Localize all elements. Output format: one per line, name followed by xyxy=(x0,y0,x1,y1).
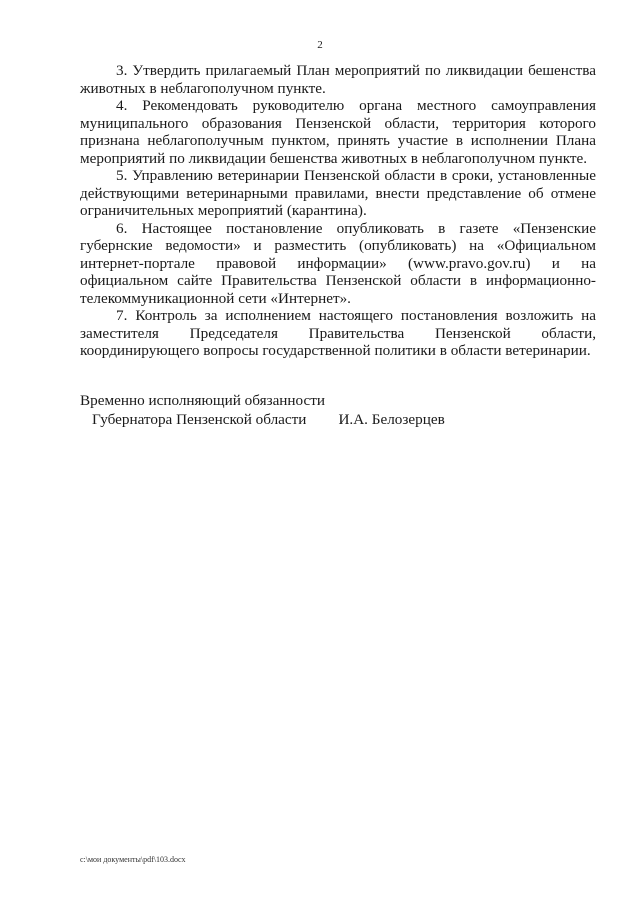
paragraph-5: 5. Управлению ветеринарии Пензенской области в сроки, установленные действующими ветеринарными правилами, внести представление об отмене ограничительных мероприятий (карантина). xyxy=(80,167,596,219)
signature-position-line2-row xyxy=(80,410,500,429)
paragraph-3: 3. Утвердить прилагаемый План мероприятий по ликвидации бешенства животных в неблагополучном пункте. xyxy=(80,62,596,97)
page-number: 2 xyxy=(317,39,323,51)
footer-file-path: c:\мои документы\pdf\103.docx xyxy=(80,855,186,864)
paragraph-6: 6. Настоящее постановление опубликовать в газете «Пензенские губернские ведомости» и разместить (опубликовать) на «Официальном интернет-портале правовой информации» (www.pravo.gov.ru) и на официальном сайте Правительства Пензенской области в информационно-телекоммуникационной сети «Интернет». xyxy=(80,219,596,307)
signature-position-line1: Временно исполняющий обязанности xyxy=(80,392,326,409)
paragraph-7: 7. Контроль за исполнением настоящего постановления возложить на заместителя Председателя Правительства Пензенской области, координирующего вопросы государственной политики в области ветеринарии. xyxy=(80,307,596,359)
paragraph-4: 4. Рекомендовать руководителю органа местного самоуправления муниципального образования Пензенской области, территория которого признана неблагополучным пунктом, принять участие в исполнении Плана мероприятий по ликвидации бешенства животных в неблагополучном пункте. xyxy=(80,97,596,167)
signatory-name: И.А. Белозерцев xyxy=(338,411,445,428)
signature-position-line2: Губернатора Пензенской области xyxy=(92,411,307,428)
document-body xyxy=(80,62,596,360)
signature-block xyxy=(80,391,500,429)
